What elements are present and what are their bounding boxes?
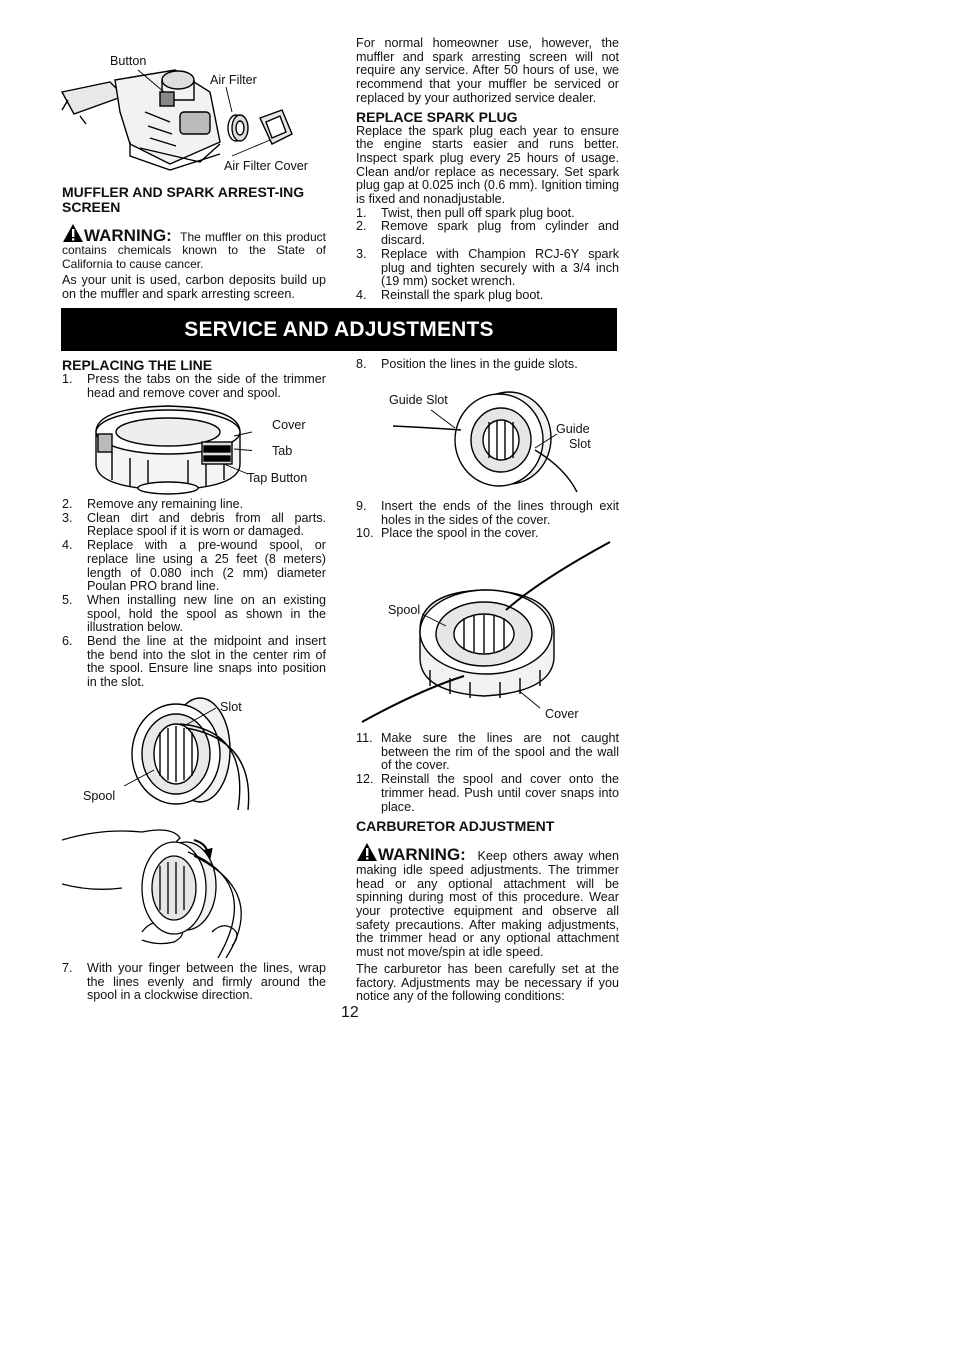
replacing-line-steps [62, 498, 326, 690]
list-item: 2. Remove spark plug from cylinder and discard. [356, 219, 619, 248]
muffler-section [62, 185, 326, 302]
spool-slot-illustration [80, 690, 330, 810]
list-item: 5. When installing new line on an existing spool, hold the spool as shown in the illustration below. [62, 592, 326, 635]
label-spool: Spool [83, 789, 116, 803]
label-guide-slot-right: Slot [569, 437, 591, 451]
carburetor-warning [356, 842, 619, 960]
label-cover-figure: Cover [545, 707, 579, 721]
label-guide-slot-left: Guide Slot [389, 393, 448, 407]
warning-icon [62, 223, 84, 243]
step-7-block [62, 962, 326, 1003]
list-item: 6. Bend the line at the midpoint and insert the bend into the slot in the center rim of the spool. Ensure line snaps into position in the slot. [62, 634, 326, 690]
guide-slot-figure [385, 388, 625, 498]
list-item: 1. Twist, then pull off spark plug boot. [356, 205, 575, 220]
list-item: 4. Replace with a pre-wound spool, or replace line using a 25 feet (8 meters) length of 0.080 inch (2 mm) diameter Poulan PRO brand line. [62, 538, 326, 594]
hand-winding-figure [62, 822, 326, 958]
air-filter-cover-part [260, 110, 292, 144]
hand-winding-illustration [62, 822, 326, 958]
warning-icon [356, 842, 378, 862]
list-item: 8. Position the lines in the guide slots. [356, 357, 578, 371]
list-item: 12. Reinstall the spool and cover onto the trimmer head. Push until cover snaps into place. [356, 772, 619, 814]
label-air-filter-cover: Air Filter Cover [224, 159, 308, 173]
warning-word: WARNING: [378, 845, 466, 865]
label-spool-cover-figure: Spool [388, 603, 421, 617]
label-guide: Guide [556, 422, 590, 436]
right-bottom-column [356, 732, 619, 1004]
carburetor-heading: CARBURETOR ADJUSTMENT [356, 818, 555, 835]
carburetor-text: The carburetor has been carefully set at the factory. Adjustments may be necessary if you notice any of the following conditions: [356, 961, 619, 1004]
muffler-service-text: For normal homeowner use, however, the muffler and spark arresting screen will not require any service. After 50 hours of use, we recommend that your muffler be serviced or replaced by your authorized service dealer. [356, 36, 619, 105]
list-item: 1. Press the tabs on the side of the trimmer head and remove cover and spool. [62, 372, 326, 400]
step-8-block [356, 358, 619, 372]
list-item: 10. Place the spool in the cover. [356, 526, 539, 541]
label-tab: Tab [272, 444, 293, 458]
label-button: Button [110, 54, 147, 68]
label-slot: Slot [220, 700, 242, 714]
trimmer-head-figure [92, 402, 322, 496]
steps-9-10 [356, 500, 619, 541]
replacing-line-section [62, 358, 326, 400]
warning-text: Keep others away when making idle speed adjustments. The trimmer head or any optional attachment will be spinning during most of this procedure. Wear your protective equipment and observe all safety precautions. After making adjustments, the trimmer head or any optional attachment must not move/spin at idle speed. [356, 849, 619, 960]
right-top-column [356, 37, 619, 303]
list-item: 7. With your finger between the lines, wrap the lines evenly and firmly around the spool in a clockwise direction. [62, 961, 326, 1003]
section-banner: SERVICE AND ADJUSTMENTS [61, 308, 617, 351]
list-item: 3. Clean dirt and debris from all parts. Replace spool if it is worn or damaged. [62, 510, 326, 539]
trimmer-head-illustration [92, 402, 252, 496]
list-item: 2. Remove any remaining line. [62, 497, 244, 511]
spark-plug-steps [356, 207, 619, 303]
label-tap-button: Tap Button [247, 471, 308, 485]
muffler-warning [62, 223, 326, 271]
list-item: 9. Insert the ends of the lines through exit holes in the sides of the cover. [356, 499, 619, 527]
spool-slot-figure [80, 690, 330, 810]
carbon-text: As your unit is used, carbon deposits build up on the muffler and spark arresting screen. [62, 273, 326, 301]
label-cover: Cover [272, 418, 306, 432]
air-filter-ring [228, 115, 248, 141]
air-filter-figure [60, 52, 330, 180]
spool-cover-figure [360, 540, 620, 726]
warning-word: WARNING: [84, 226, 172, 245]
warning-text: The muffler on this product contains chemicals known to the State of California to cause cancer. [62, 230, 326, 271]
spark-plug-text: Replace the spark plug each year to ensure the engine starts easier and runs better. Inspect spark plug every 25 hours of usage. Clean and/or replace as necessary. Set spark plug gap at 0.025 inch (0.6 mm). Ignition timing is fixed and nonadjustable. [356, 123, 619, 207]
label-air-filter: Air Filter [210, 73, 257, 87]
spool-cover-illustration [360, 540, 620, 726]
list-item: 11. Make sure the lines are not caught between the rim of the spool and the wall of the cover. [356, 731, 619, 773]
list-item: 3. Replace with Champion RCJ-6Y spark plug and tighten securely with a 3/4 inch (19 mm) socket wrench. [356, 246, 619, 289]
page-number: 12 [341, 1004, 359, 1021]
list-item: 4. Reinstall the spark plug boot. [356, 287, 544, 302]
spark-plug-heading: REPLACE SPARK PLUG [356, 108, 518, 125]
replacing-line-heading: REPLACING THE LINE [62, 357, 213, 373]
muffler-heading: MUFFLER AND SPARK ARREST-ING SCREEN [62, 184, 305, 215]
